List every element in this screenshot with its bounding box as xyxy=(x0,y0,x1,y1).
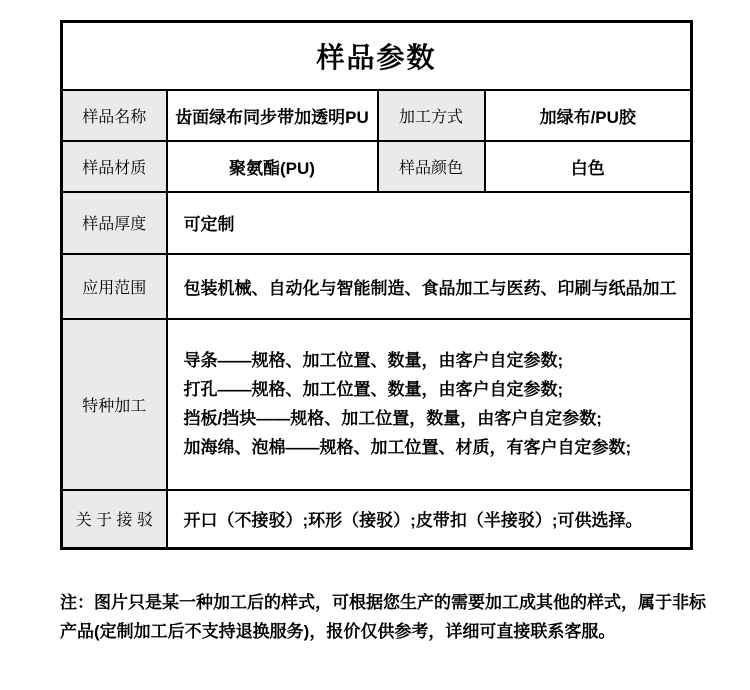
special-processing-line-sponge: 加海绵、泡棉——规格、加工位置、材质，有客户自定参数; xyxy=(183,438,632,457)
value-special-processing xyxy=(167,319,692,490)
value-sample-material: 聚氨酯(PU) xyxy=(167,141,378,192)
value-sample-name: 齿面绿布同步带加透明PU xyxy=(167,90,378,141)
value-joint-info: 开口（不接驳）;环形（接驳）;皮带扣（半接驳）;可供选择。 xyxy=(167,490,692,549)
row-application-scope xyxy=(62,254,692,319)
label-application-scope: 应用范围 xyxy=(62,254,167,319)
special-processing-line-baffle: 挡板/挡块——规格、加工位置，数量，由客户自定参数; xyxy=(183,409,602,428)
spec-table-container xyxy=(60,20,690,550)
value-sample-color: 白色 xyxy=(485,141,692,192)
label-sample-name: 样品名称 xyxy=(62,90,167,141)
table-title: 样品参数 xyxy=(62,22,692,90)
row-sample-thickness xyxy=(62,192,692,254)
label-special-processing: 特种加工 xyxy=(62,319,167,490)
row-special-processing xyxy=(62,319,692,490)
label-sample-thickness: 样品厚度 xyxy=(62,192,167,254)
special-processing-line-guide: 导条——规格、加工位置、数量，由客户自定参数; xyxy=(183,351,564,370)
row-sample-material xyxy=(62,141,692,192)
label-process-method: 加工方式 xyxy=(378,90,485,141)
label-sample-color: 样品颜色 xyxy=(378,141,485,192)
sample-parameters-table xyxy=(60,20,693,550)
value-application-scope: 包装机械、自动化与智能制造、食品加工与医药、印刷与纸品加工 xyxy=(167,254,692,319)
value-sample-thickness: 可定制 xyxy=(167,192,692,254)
footer-note: 注：图片只是某一种加工后的样式，可根据您生产的需要加工成其他的样式，属于非标产品(定制加工后不支持退换服务)，报价仅供参考，详细可直接联系客服。 xyxy=(60,593,706,641)
special-processing-line-punch: 打孔——规格、加工位置、数量，由客户自定参数; xyxy=(183,380,564,399)
label-sample-material: 样品材质 xyxy=(62,141,167,192)
value-process-method: 加绿布/PU胶 xyxy=(485,90,692,141)
label-joint-info: 关 于 接 驳 xyxy=(62,490,167,549)
title-row xyxy=(62,22,692,90)
row-sample-name xyxy=(62,90,692,141)
row-joint-info xyxy=(62,490,692,549)
